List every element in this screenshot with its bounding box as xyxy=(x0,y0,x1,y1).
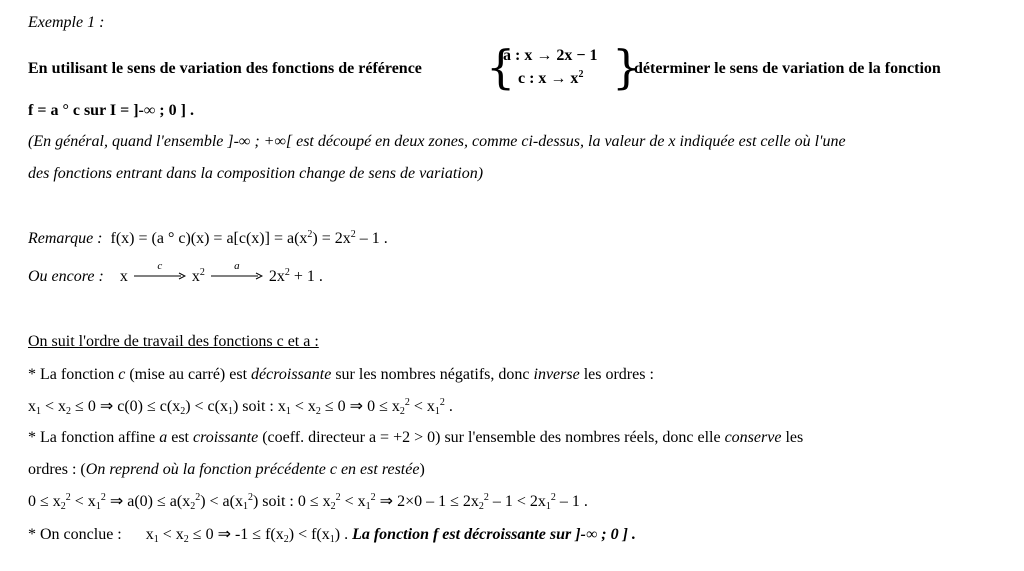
function-a-definition: a : x → 2x − 1 xyxy=(503,47,598,64)
inequality-1: $x_1 < x_2 \le 0$ ⇒ $c(0) \le c(x_2) < c(x_1)$ soit : $x_1 < x_2 \le 0$ ⇒ $0 \le x_2^2 < x_1^2$ . xyxy=(28,397,453,417)
conclusion-line: * On conclue : $x_1 < x_2 \le 0$ ⇒ $-1 \le f(x_2) < f(x_1)$ . La fonction f est décroissante sur ]-∞ ; 0 ] . xyxy=(28,526,636,545)
problem-intro: En utilisant le sens de variation des fonctions de référence xyxy=(28,60,422,77)
step-1-text: * La fonction c (mise au carré) est décroissante sur les nombres négatifs, donc inverse les ordres : xyxy=(28,366,654,383)
order-title: On suit l'ordre de travail des fonctions c et a : xyxy=(28,333,319,350)
step-2-text: * La fonction affine a est croissante (coeff. directeur a = +2 > 0) sur l'ensemble des nombres réels, donc elle conserve les xyxy=(28,429,804,446)
right-brace: } xyxy=(612,40,642,94)
problem-conclusion-text: , déterminer le sens de variation de la fonction xyxy=(626,60,941,77)
note-line-1: (En général, quand l'ensemble ]-∞ ; +∞[ est découpé en deux zones, comme ci-dessus, la valeur de x indiquée est celle où l'une xyxy=(28,133,846,150)
note-line-2: des fonctions entrant dans la composition change de sens de variation) xyxy=(28,165,484,182)
left-brace: { xyxy=(486,40,516,94)
conclusion-statement: La fonction f est décroissante sur ]-∞ ; 0 ] . xyxy=(352,526,636,543)
arrow-a-icon: a xyxy=(211,268,263,282)
remark-line: Remarque : f(x) = (a ° $c)(x) = a[c(x)] = a(x^2) = 2x^2 - 1$ . xyxy=(28,229,388,247)
composition-chain: Ou encore : x c $x^2$ a $2x^2 + 1$ . xyxy=(28,260,323,285)
example-heading: Exemple 1 : xyxy=(28,14,105,31)
inequality-2: $0 \le x_2^2 < x_1^2$ ⇒ $a(0) \le a(x_2^2) < a(x_1^2)$ soit : $0 \le x_2^2 < x_1^2$ ⇒ $2\times 0 - 1 \le 2x_2^2 - 1 < 2x_1^2 - 1$ . xyxy=(28,492,588,512)
arrow-c-icon: c xyxy=(134,268,186,282)
function-c-definition: c : $x \to x^2$ xyxy=(518,69,584,87)
step-2-continuation: ordres : (On reprend où la fonction précédente c en est restée) xyxy=(28,461,425,478)
function-f-definition: f = a ° c sur I = ]-∞ ; 0 ] . xyxy=(28,102,194,119)
